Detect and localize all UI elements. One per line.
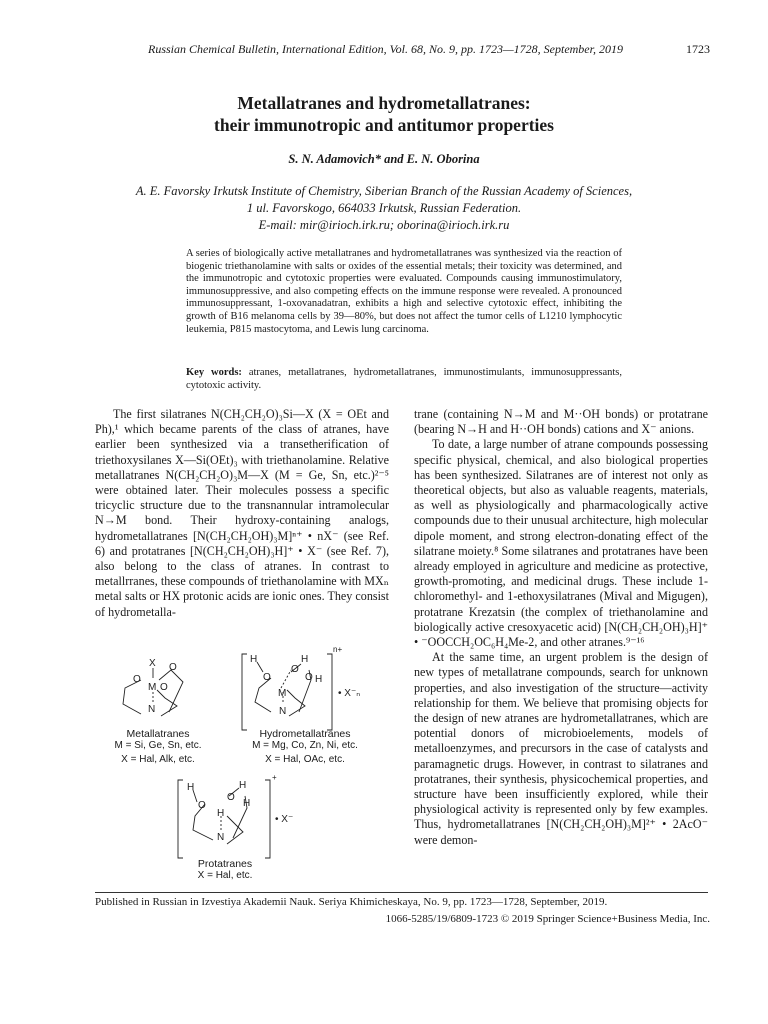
atom-label: H bbox=[315, 674, 323, 685]
body-left-column bbox=[95, 407, 389, 620]
abstract: A series of biologically active metallatranes and hydrometallatranes was synthesized via the reaction of biogenic triethanolamine with salts or oxides of the essential metals; their toxicity was determined, and the immunotropic and cytotoxic properties were evaluated. Compounds causing immunostimulatory, immunosuppressive, and also competing effects on the immune response were revealed. A pronounced immunosuppressant, 1-oxovanadatran, exhibits a high and selective cytotoxic effect, inhibiting the growth of B16 melanoma cells by 39—80%, but does not affect the tumor cells of L1210 lymphocytic leukemia, P815 mastocytoma, and Lewis lung carcinoma. bbox=[186, 248, 622, 335]
article-title-line1: Metallatranes and hydrometallatranes: bbox=[237, 93, 531, 113]
article-title-line2: their immunotropic and antitumor properties bbox=[214, 115, 554, 135]
keywords-text: atranes, metallatranes, hydrometallatranes, immunostimulants, immunosuppressants, cytotoxic activity. bbox=[186, 367, 623, 391]
atrane-structures-figure bbox=[95, 640, 395, 890]
atom-label: M bbox=[148, 682, 157, 693]
atrane-ring bbox=[123, 680, 141, 714]
body-paragraph: trane (containing N→M and M··OH bonds) or protatrane (bearing N→H and H··OH bonds) cations and X⁻ anions. bbox=[414, 407, 708, 437]
metallatranes-m-def: M = Si, Ge, Sn, etc. bbox=[114, 740, 202, 751]
hydrometallatranes-m-def: M = Mg, Co, Zn, Ni, etc. bbox=[252, 740, 358, 751]
hydrometallatranes-x-def: X = Hal, OAc, etc. bbox=[265, 754, 345, 765]
counter-ion: • X⁻ₙ bbox=[338, 688, 361, 699]
affiliation-email: E-mail: mir@irioch.irk.ru; oborina@irioch.irk.ru bbox=[258, 218, 510, 232]
footer-publication-note: Published in Russian in Izvestiya Akademii Nauk. Seriya Khimicheskaya, No. 9, pp. 1723—1728, September, 2019. bbox=[95, 896, 608, 908]
atom-label: H bbox=[301, 654, 309, 665]
body-right-column bbox=[414, 407, 708, 848]
bracket-right bbox=[327, 654, 332, 730]
bracket-right bbox=[265, 780, 270, 858]
body-paragraph: The first silatranes N(CH₂CH₂O)₃Si—X (X = OEt and Ph),¹ which became parents of the class of atranes, have earlier been synthesized via a transetherification of triethoxysilanes X—Si(OEt)₃ with triethanolamine. Relative metallatranes N(CH₂CH₂O)₃M—X (M = Ge, Sn, etc.)²⁻⁵ were obtained later. Their molecules possess a specific tricyclic structure due to the transnannular intramolecular N→M bond. Their hydroxy-containing analogs, hydrometallatranes [N(CH₂CH₂OH)₃M]ⁿ⁺ • nX⁻ (see Ref. 6) and protatranes [N(CH₂CH₂OH)₃H]⁺ • X⁻ (see Ref. 7), also belong to the class of atranes. In contrast to metallrranes, these compounds of triethanolamine with MXₙ metal salts or HX protonic acids are ionic ones. They consist of hydrometalla- bbox=[95, 407, 389, 619]
keywords bbox=[186, 367, 622, 392]
protatranes-x-def: X = Hal, etc. bbox=[197, 870, 253, 881]
body-paragraph: To date, a large number of atrane compounds possessing specific physical, chemical, and also biological properties has been synthesized. Silatranes are of interest not only as theoretical objects, but also as valuable reagents, materials, as well as physiologically and pharmacologically active compounds due to their unusual architecture, high molecular dipole moment, and strong electron-donating effect of the silatrane moiety.⁸ Some silatranes and protatranes have been already employed in agriculture and medicine as protective, growth-promoting, and medicinal drugs. These include 1-chloromethyl- and 1-ethoxysilatranes (Mival and Migugen), protatrane Krezatsin (the complex of triethanolamine and biologically active cresoxyacetic acid) [N(CH₂CH₂OH)₃H]⁺ • ⁻OOCCH₂OC₆H₄Me-2, and other atranes.⁹⁻¹⁶ bbox=[414, 437, 708, 650]
bracket-left bbox=[178, 780, 183, 858]
atrane-ring bbox=[255, 662, 271, 712]
metallatranes-label: Metallatranes bbox=[126, 728, 190, 740]
atom-label: M bbox=[278, 688, 287, 699]
atom-label: O bbox=[227, 792, 235, 803]
dative-bond bbox=[281, 670, 291, 688]
atom-label: N bbox=[217, 832, 225, 843]
atom-label: H bbox=[250, 654, 258, 665]
atom-label: H bbox=[239, 780, 247, 791]
atom-label: O bbox=[160, 682, 168, 693]
page-number: 1723 bbox=[686, 42, 710, 56]
charge-label: + bbox=[272, 773, 277, 782]
atom-label: N bbox=[279, 706, 287, 717]
footer-divider bbox=[95, 892, 708, 893]
atom-label: O bbox=[305, 672, 313, 683]
atrane-ring bbox=[157, 690, 177, 716]
atom-label: H bbox=[217, 808, 225, 819]
atrane-ring bbox=[227, 816, 243, 844]
atom-label: O bbox=[133, 674, 141, 685]
hydrometallatranes-label: Hydrometallatranes bbox=[259, 728, 351, 740]
keywords-label: Key words: bbox=[186, 367, 242, 378]
atom-label: H bbox=[187, 782, 195, 793]
atom-label: O bbox=[291, 664, 299, 675]
charge-label: n+ bbox=[333, 645, 343, 654]
atrane-ring bbox=[193, 790, 213, 840]
affiliation-line1: A. E. Favorsky Irkutsk Institute of Chemistry, Siberian Branch of the Russian Academy of Sciences, bbox=[135, 184, 633, 198]
affiliation-line2: 1 ul. Favorskogo, 664033 Irkutsk, Russian Federation. bbox=[246, 201, 522, 215]
structures-drawing bbox=[95, 640, 395, 890]
atom-label: X bbox=[149, 658, 156, 669]
body-paragraph: At the same time, an urgent problem is the design of new types of metallatrane compounds, search for unknown properties, and also investigation of the structure—activity relationship for them. We believe that promising objects for the design of new atranes are hydrometallatranes, which are potential donors of microbioelements, models of metalloenzymes, and precursors in the case of catalysts and paramagnetic drugs. However, in contrast to silatranes and protatranes, their synthesis, physicochemical properties, and structure have been insufficiently explored, while their physiological activity is represented only by few examples. Thus, hydrometallatranes [N(CH₂CH₂OH)₃M]²⁺ • 2AcO⁻ were demon- bbox=[414, 650, 708, 847]
atom-label: H bbox=[243, 798, 251, 809]
bracket-left bbox=[242, 654, 247, 730]
authors: S. N. Adamovich* and E. N. Oborina bbox=[288, 152, 480, 166]
atom-label: O bbox=[263, 672, 271, 683]
protatranes-label: Protatranes bbox=[197, 858, 253, 870]
metallatranes-x-def: X = Hal, Alk, etc. bbox=[121, 754, 195, 765]
journal-header: Russian Chemical Bulletin, International Edition, Vol. 68, No. 9, pp. 1723—1728, September, 2019 bbox=[148, 42, 623, 56]
atom-label: O bbox=[198, 800, 206, 811]
atom-label: N bbox=[148, 704, 156, 715]
footer-copyright: 1066-5285/19/6809-1723 © 2019 Springer Science+Business Media, Inc. bbox=[385, 913, 710, 925]
counter-ion: • X⁻ bbox=[275, 814, 294, 825]
atom-label: O bbox=[169, 662, 177, 673]
